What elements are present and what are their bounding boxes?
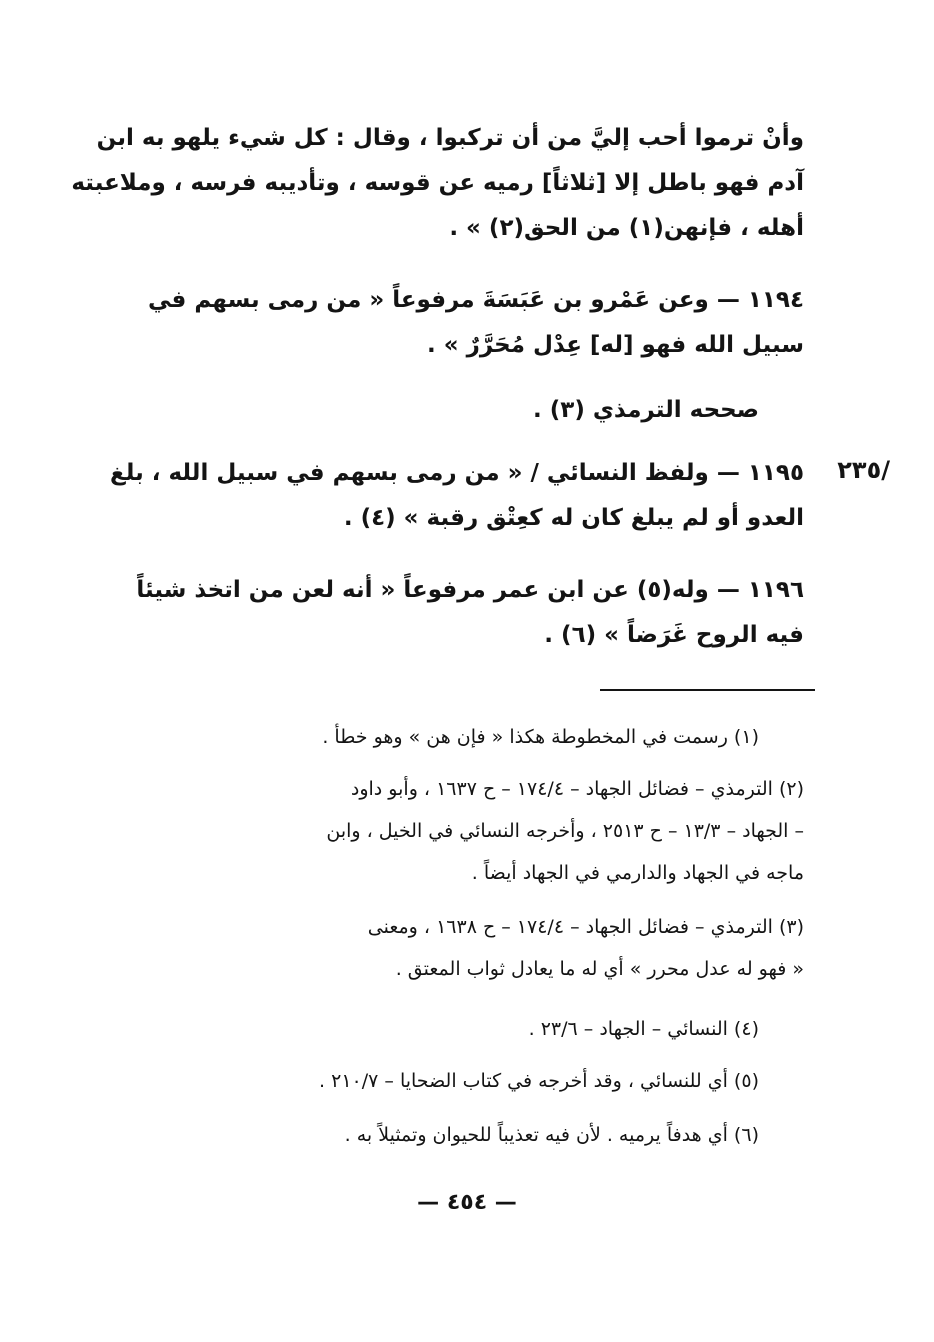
text-line: وأنْ ترموا أحب إليَّ من أن تركبوا ، وقال : كل شيء يلهو به ابن [96, 125, 804, 151]
text-line: آدم فهو باطل إلا [ثلاثاً] رميه عن قوسه ، وتأديبه فرسه ، وملاعبته [71, 170, 804, 196]
text-line: ١١٩٤ — وعن عَمْرو بن عَبَسَةَ مرفوعاً « من رمى بسهم في [148, 287, 804, 313]
page-number: — ٤٥٤ — [417, 1190, 517, 1215]
footnote-separator [600, 689, 815, 691]
margin-page-marker: /٢٣٥ [837, 456, 890, 484]
footnote-3 [154, 906, 804, 990]
footnote-1 [154, 716, 759, 758]
footnote-line: (٤) النسائي – الجهاد – ٢٣/٦ . [528, 1018, 759, 1040]
footnote-line: (١) رسمت في المخطوطة هكذا « فإن هن » وهو خطأ . [322, 726, 759, 748]
footnote-line: (٦) أي هدفاً يرميه . لأن فيه تعذيباً للحيوان وتمثيلاً به . [344, 1124, 759, 1146]
text-line: أهله ، فإنهن(١) من الحق(٢) » . [449, 215, 804, 241]
paragraph-hadith-1195 [109, 451, 804, 541]
footnote-2 [154, 768, 804, 894]
text-line: فيه الروح غَرَضاً » (٦) . [544, 622, 804, 648]
text-line: صححه الترمذي (٣) . [533, 397, 759, 423]
footnote-line: (٥) أي للنسائي ، وقد أخرجه في كتاب الضحايا – ٢١٠/٧ . [319, 1070, 759, 1092]
footnote-line: (٣) الترمذي – فضائل الجهاد – ١٧٤/٤ – ح ١٦٣٨ ، ومعنى [367, 916, 804, 938]
paragraph-hadith-1194 [148, 278, 804, 368]
text-line: العدو أو لم يبلغ كان له كعِتْق رقبة » (٤) . [343, 505, 804, 531]
footnote-4 [154, 1008, 759, 1050]
paragraph-hadith-continuation [71, 116, 804, 251]
text-line: ١١٩٦ — وله(٥) عن ابن عمر مرفوعاً « أنه لعن من اتخذ شيئاً [136, 577, 804, 603]
footnote-line: « فهو له عدل محرر » أي له ما يعادل ثواب المعتق . [395, 958, 804, 980]
footnote-line: – الجهاد – ١٣/٣ – ح ٢٥١٣ ، وأخرجه النسائي في الخيل ، وابن [326, 820, 804, 842]
footnote-6 [154, 1114, 759, 1156]
footnote-line: ماجه في الجهاد والدارمي في الجهاد أيضاً . [471, 862, 804, 884]
paragraph-hadith-1196 [136, 568, 804, 658]
footnote-5 [154, 1060, 759, 1102]
text-line: سبيل الله فهو [له] عِدْل مُحَرَّرٌ » . [426, 332, 804, 358]
text-line: ١١٩٥ — ولفظ النسائي / « من رمى بسهم في سبيل الله ، بلغ [109, 460, 804, 486]
paragraph-authentication [109, 388, 759, 433]
footnote-line: (٢) الترمذي – فضائل الجهاد – ١٧٤/٤ – ح ١٦٣٧ ، وأبو داود [350, 778, 804, 800]
